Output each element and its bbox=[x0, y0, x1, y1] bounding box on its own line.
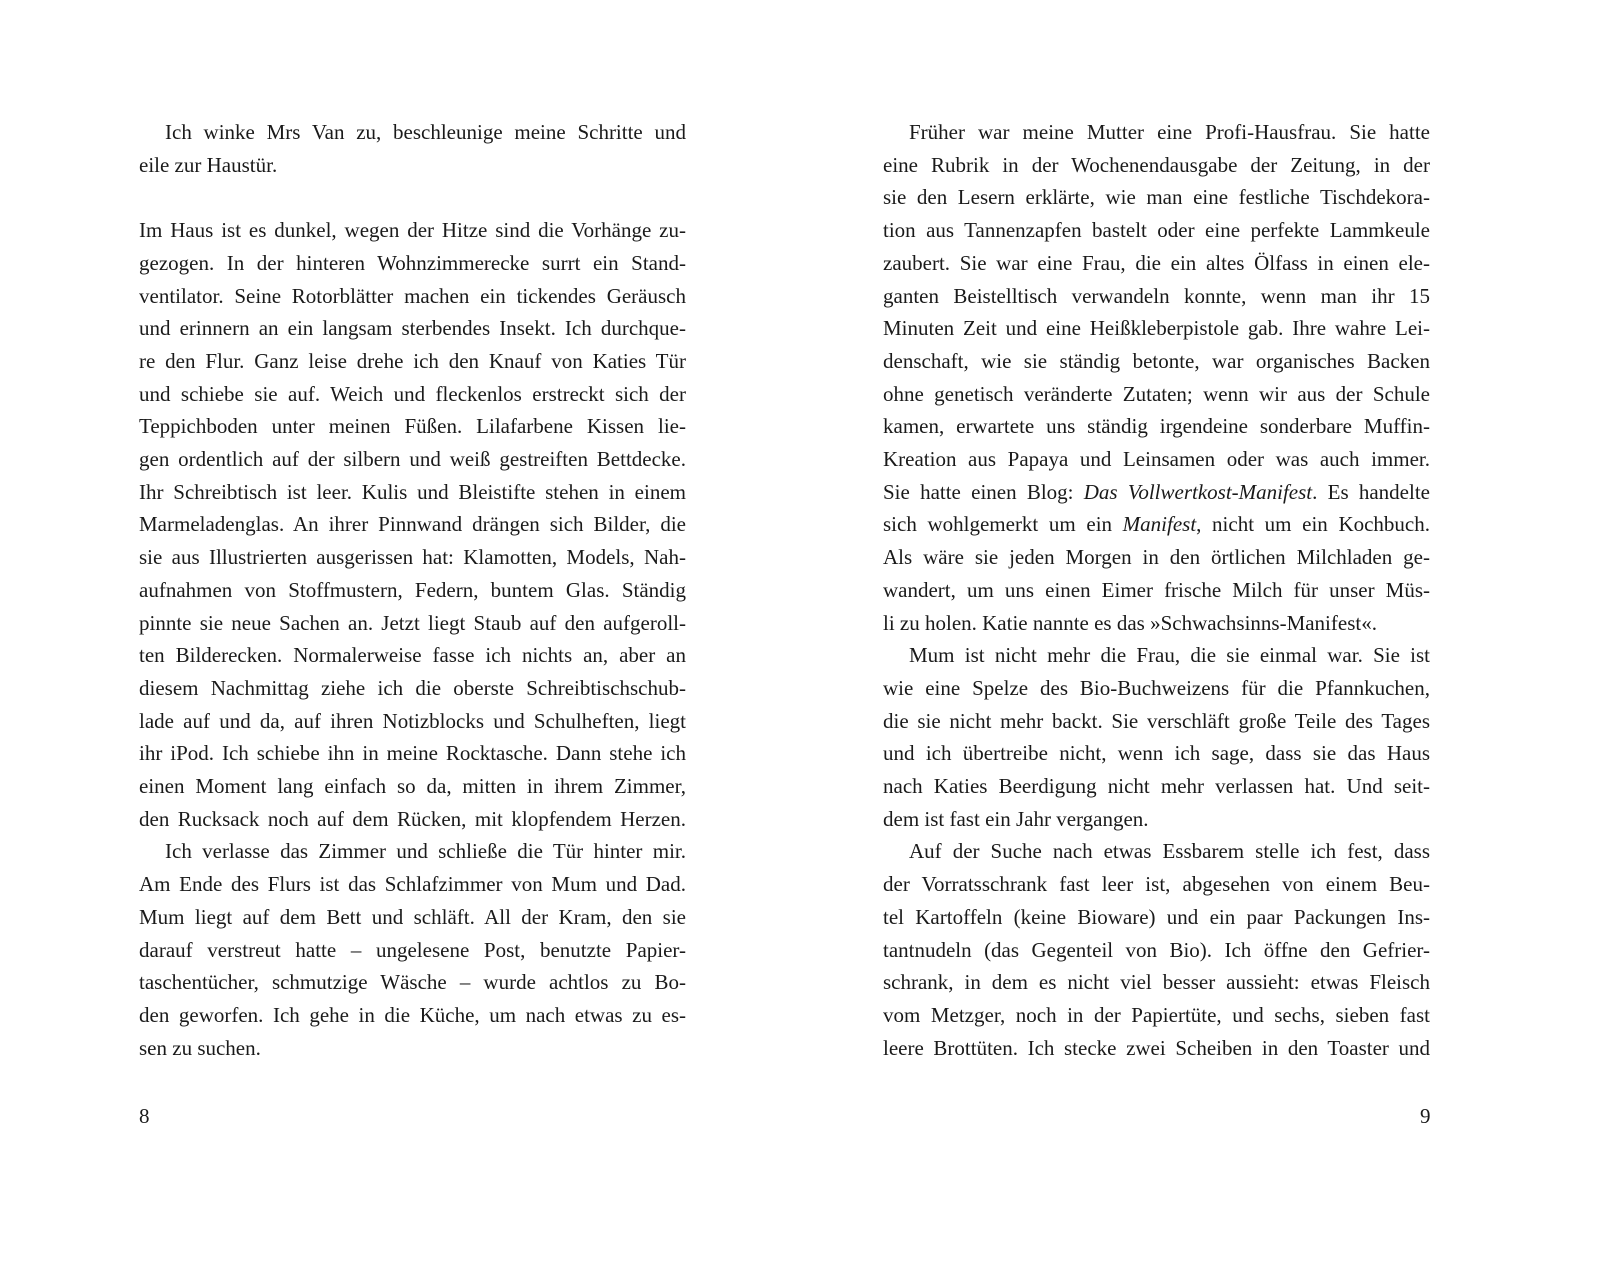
text-line: den geworfen. Ich gehe in die Küche, um nach etwas zu es- bbox=[139, 1003, 686, 1027]
text-line: sie den Lesern erklärte, wie man eine festliche Tischdekora- bbox=[883, 185, 1430, 209]
page-number-right: 9 bbox=[1420, 1104, 1431, 1128]
text-line: diesem Nachmittag ziehe ich die oberste Schreibtischschub- bbox=[139, 676, 686, 700]
text-line: ohne genetisch veränderte Zutaten; wenn wir aus der Schule bbox=[883, 382, 1430, 406]
text-line: Minuten Zeit und eine Heißkleberpistole gab. Ihre wahre Lei- bbox=[883, 316, 1430, 340]
text-line: tel Kartoffeln (keine Bioware) und ein paar Packungen Ins- bbox=[883, 905, 1430, 929]
text-line: Mum liegt auf dem Bett und schläft. All der Kram, den sie bbox=[139, 905, 686, 929]
text-line: und ich übertreibe nicht, wenn ich sage, dass sie das Haus bbox=[883, 741, 1430, 765]
text-line: denschaft, wie sie ständig betonte, war organisches Backen bbox=[883, 349, 1430, 373]
text-line: lade auf und da, auf ihren Notizblocks und Schulheften, liegt bbox=[139, 709, 686, 733]
text-line: und schiebe sie auf. Weich und fleckenlos erstreckt sich der bbox=[139, 382, 686, 406]
text-line: darauf verstreut hatte – ungelesene Post, benutzte Papier- bbox=[139, 938, 686, 962]
text-line: tion aus Tannenzapfen bastelt oder eine perfekte Lammkeule bbox=[883, 218, 1430, 242]
text-line: Ich verlasse das Zimmer und schließe die Tür hinter mir. bbox=[165, 839, 686, 863]
text-line: Teppichboden unter meinen Füßen. Lilafarbene Kissen lie- bbox=[139, 414, 686, 438]
text-line: sie aus Illustrierten ausgerissen hat: Klamotten, Models, Nah- bbox=[139, 545, 686, 569]
text-line: Marmeladenglas. An ihrer Pinnwand drängen sich Bilder, die bbox=[139, 512, 686, 536]
text-line: der Vorratsschrank fast leer ist, abgesehen von einem Beu- bbox=[883, 872, 1430, 896]
text-line: Ich winke Mrs Van zu, beschleunige meine Schritte und bbox=[165, 120, 686, 144]
text-line: li zu holen. Katie nannte es das »Schwachsinns-Manifest«. bbox=[883, 611, 1377, 635]
text-line: eile zur Haustür. bbox=[139, 153, 278, 177]
text-line: und erinnern an ein langsam sterbendes Insekt. Ich durchque- bbox=[139, 316, 686, 340]
text-line: aufnahmen von Stoffmustern, Federn, buntem Glas. Ständig bbox=[139, 578, 686, 602]
text-line: Sie hatte einen Blog: Das Vollwertkost-Manifest. Es handelte bbox=[883, 480, 1430, 504]
text-line: wie eine Spelze des Bio-Buchweizens für die Pfannkuchen, bbox=[883, 676, 1430, 700]
text-line: tantnudeln (das Gegenteil von Bio). Ich öffne den Gefrier- bbox=[883, 938, 1430, 962]
text-line: den Rucksack noch auf dem Rücken, mit klopfendem Herzen. bbox=[139, 807, 686, 831]
text-line: Im Haus ist es dunkel, wegen der Hitze sind die Vorhänge zu- bbox=[139, 218, 686, 242]
text-line: sich wohlgemerkt um ein Manifest, nicht um ein Kochbuch. bbox=[883, 512, 1430, 536]
text-line: vom Metzger, noch in der Papiertüte, und sechs, sieben fast bbox=[883, 1003, 1430, 1027]
text-line: wandert, um uns einen Eimer frische Milch für unser Müs- bbox=[883, 578, 1430, 602]
text-line: gen ordentlich auf der silbern und weiß gestreiften Bettdecke. bbox=[139, 447, 686, 471]
text-line: nach Katies Beerdigung nicht mehr verlassen hat. Und seit- bbox=[883, 774, 1430, 798]
text-line: ganten Beistelltisch verwandeln konnte, wenn man ihr 15 bbox=[883, 284, 1430, 308]
text-line: re den Flur. Ganz leise drehe ich den Knauf von Katies Tür bbox=[139, 349, 686, 373]
text-line: Auf der Suche nach etwas Essbarem stelle ich fest, dass bbox=[909, 839, 1430, 863]
text-line: leere Brottüten. Ich stecke zwei Scheiben in den Toaster und bbox=[883, 1036, 1430, 1060]
text-line: gezogen. In der hinteren Wohnzimmerecke surrt ein Stand- bbox=[139, 251, 686, 275]
text-line: ventilator. Seine Rotorblätter machen ein tickendes Geräusch bbox=[139, 284, 686, 308]
text-line: Früher war meine Mutter eine Profi-Hausfrau. Sie hatte bbox=[909, 120, 1430, 144]
text-line: ten Bilderecken. Normalerweise fasse ich nichts an, aber an bbox=[139, 643, 686, 667]
text-line: Als wäre sie jeden Morgen in den örtlichen Milchladen ge- bbox=[883, 545, 1430, 569]
text-line: die sie nicht mehr backt. Sie verschläft große Teile des Tages bbox=[883, 709, 1430, 733]
page-number-left: 8 bbox=[139, 1104, 150, 1128]
text-line: zaubert. Sie war eine Frau, die ein altes Ölfass in einen ele- bbox=[883, 251, 1430, 275]
text-line: sen zu suchen. bbox=[139, 1036, 261, 1060]
text-line: Ihr Schreibtisch ist leer. Kulis und Bleistifte stehen in einem bbox=[139, 480, 686, 504]
text-line: taschentücher, schmutzige Wäsche – wurde achtlos zu Bo- bbox=[139, 970, 686, 994]
text-line: einen Moment lang einfach so da, mitten in ihrem Zimmer, bbox=[139, 774, 686, 798]
text-line: Kreation aus Papaya und Leinsamen oder was auch immer. bbox=[883, 447, 1430, 471]
text-line: schrank, in dem es nicht viel besser aussieht: etwas Fleisch bbox=[883, 970, 1430, 994]
text-line: dem ist fast ein Jahr vergangen. bbox=[883, 807, 1149, 831]
text-line: eine Rubrik in der Wochenendausgabe der Zeitung, in der bbox=[883, 153, 1430, 177]
text-line: ihr iPod. Ich schiebe ihn in meine Rocktasche. Dann stehe ich bbox=[139, 741, 686, 765]
text-line: kamen, erwartete uns ständig irgendeine sonderbare Muffin- bbox=[883, 414, 1430, 438]
text-line: Mum ist nicht mehr die Frau, die sie einmal war. Sie ist bbox=[909, 643, 1430, 667]
text-line: Am Ende des Flurs ist das Schlafzimmer von Mum und Dad. bbox=[139, 872, 686, 896]
text-line: pinnte sie neue Sachen an. Jetzt liegt Staub auf den aufgeroll- bbox=[139, 611, 686, 635]
